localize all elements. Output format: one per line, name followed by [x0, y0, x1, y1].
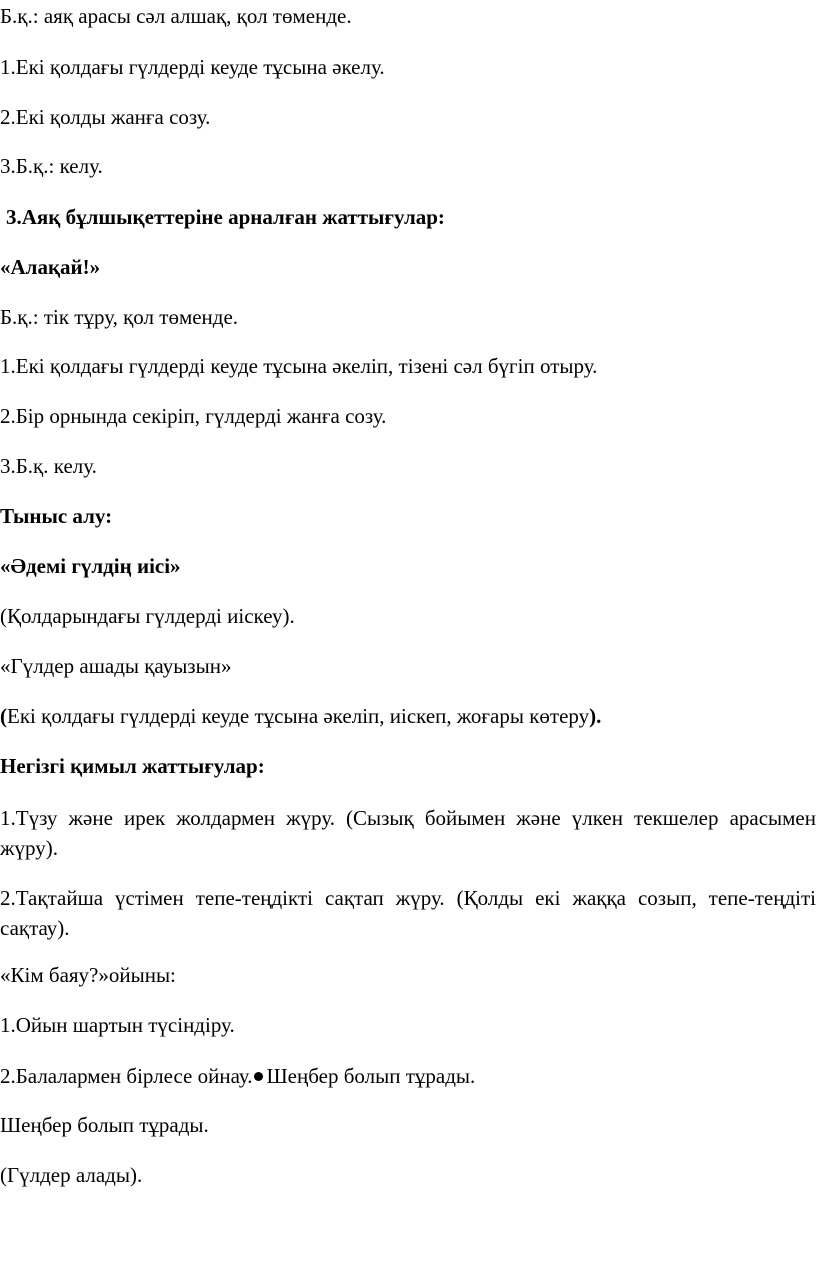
text-line: (Гүлдер алады).	[0, 1163, 143, 1187]
paragraph: 1.Түзу және ирек жолдармен жүру. (Сызық бойымен және үлкен текшелер арасымен жүру).	[0, 806, 816, 860]
text-line	[0, 1064, 816, 1088]
exercise-title: «Гүлдер ашады қауызын»	[0, 654, 232, 678]
text-line: 2.Бір орнында секіріп, гүлдерді жанға созу.	[0, 404, 387, 428]
game-title: «Кім баяу?»ойыны:	[0, 963, 176, 987]
text-line: 1.Екі қолдағы гүлдерді кеуде тұсына әкеліп, тізені сәл бүгіп отыру.	[0, 354, 598, 378]
text-line: (Қолдарындағы гүлдерді иіскеу).	[0, 604, 295, 628]
text-line: Б.қ.: аяқ арасы сәл алшақ, қол төменде.	[0, 4, 352, 28]
text-line	[0, 704, 816, 728]
exercise-title: «Әдемі гүлдің иісі»	[0, 554, 181, 578]
text-line: 1.Екі қолдағы гүлдерді кеуде тұсына әкелу.	[0, 55, 385, 79]
close-paren: ).	[589, 704, 602, 728]
text-line: 2.Екі қолды жанға созу.	[0, 105, 211, 129]
text-line: 3.Б.қ.: келу.	[0, 154, 103, 178]
section-heading: 3.Аяқ бұлшықеттеріне арналған жаттығулар:	[6, 205, 445, 229]
text-span: Шеңбер болып тұрады.	[266, 1064, 476, 1088]
text-line: Б.қ.: тік тұру, қол төменде.	[0, 305, 239, 329]
open-paren: (	[0, 704, 7, 728]
bullet-icon	[254, 1072, 263, 1081]
text-span: 2.Балалармен бірлесе ойнау.	[0, 1064, 253, 1088]
text-line: Шеңбер болып тұрады.	[0, 1113, 209, 1137]
text-span: Екі қолдағы гүлдерді кеуде тұсына әкеліп, иіскеп, жоғары көтеру	[7, 704, 590, 728]
section-heading: Негізгі қимыл жаттығулар:	[0, 754, 265, 778]
paragraph: 2.Тақтайша үстімен тепе-теңдікті сақтап жүру. (Қолды екі жаққа созып, тепе-теңдіті сақтау).	[0, 886, 816, 940]
section-heading: Тыныс алу:	[0, 504, 113, 528]
exercise-title: «Алақай!»	[0, 255, 101, 279]
text-line: 1.Ойын шартын түсіндіру.	[0, 1013, 235, 1037]
text-line: 3.Б.қ. келу.	[0, 454, 97, 478]
